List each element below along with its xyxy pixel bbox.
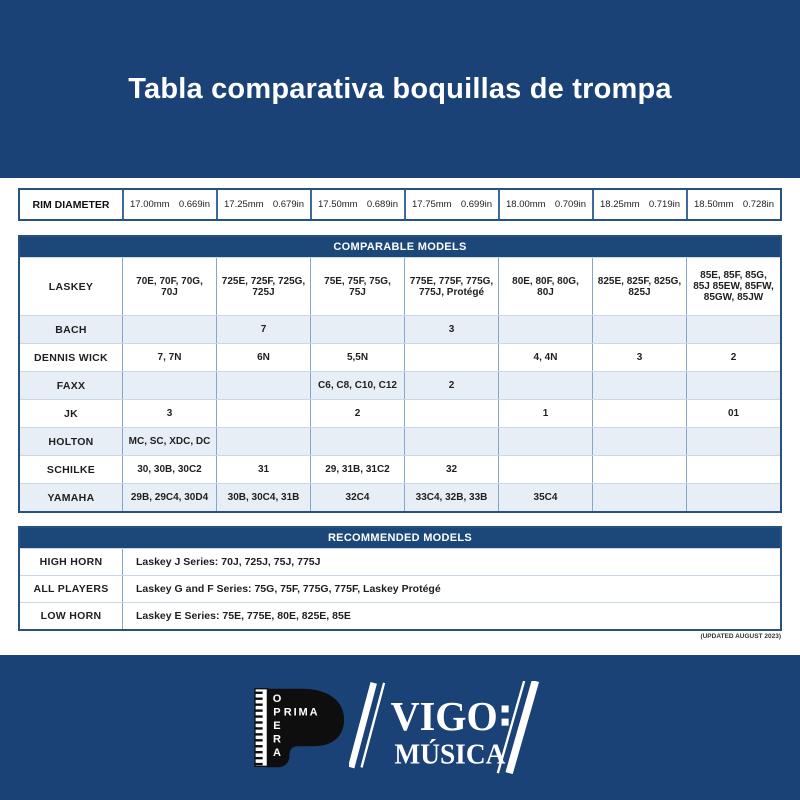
model-cell — [592, 484, 686, 511]
model-cell: 29, 31B, 31C2 — [310, 456, 404, 483]
opera-letter: R — [272, 732, 281, 745]
table-row — [20, 483, 780, 511]
rim-inch: 0.728in — [742, 199, 774, 210]
row-value: Laskey J Series: 70J, 725J, 75J, 775J — [122, 549, 780, 575]
title-band — [0, 0, 800, 178]
model-cell: 4, 4N — [498, 344, 592, 371]
model-cell — [592, 428, 686, 455]
comparable-models-table — [18, 235, 782, 513]
table-row — [20, 399, 780, 427]
model-cell — [592, 316, 686, 343]
brand-cell: SCHILKE — [46, 463, 96, 476]
model-cell — [310, 428, 404, 455]
opera-letter: O — [272, 692, 281, 705]
model-cell — [686, 316, 780, 343]
model-cell — [122, 316, 216, 343]
rim-inch: 0.669in — [178, 199, 210, 210]
model-cell — [686, 456, 780, 483]
model-cell — [686, 428, 780, 455]
table-row — [20, 343, 780, 371]
diagonal-strokes-left — [351, 682, 384, 767]
rim-mm: 18.25mm — [600, 199, 640, 210]
model-cell: 1 — [498, 400, 592, 427]
table-row — [20, 371, 780, 399]
rim-inch: 0.699in — [460, 199, 492, 210]
colon-dots — [501, 705, 508, 725]
model-cell: 80E, 80F, 80G, 80J — [498, 258, 592, 315]
model-cell: 32 — [404, 456, 498, 483]
main-content — [0, 178, 800, 655]
brand-cell: JK — [63, 407, 79, 420]
brand-cell: LASKEY — [48, 280, 94, 293]
model-cell: 85E, 85F, 85G, 85J 85EW, 85FW, 85GW, 85JW — [686, 258, 780, 315]
model-cell — [404, 400, 498, 427]
model-cell: 31 — [216, 456, 310, 483]
recommended-models-header: RECOMMENDED MODELS — [20, 528, 780, 548]
rim-inch: 0.709in — [554, 199, 586, 210]
table-row — [20, 575, 780, 602]
vigo-musica-logo — [349, 681, 547, 775]
model-cell: 775E, 775F, 775G, 775J, Protégé — [404, 258, 498, 315]
model-cell — [216, 400, 310, 427]
model-cell: 725E, 725F, 725G, 725J — [216, 258, 310, 315]
opera-letter: E — [272, 719, 281, 732]
model-cell — [498, 372, 592, 399]
model-cell — [498, 316, 592, 343]
rim-mm: 18.50mm — [694, 199, 734, 210]
rim-value-cell — [404, 190, 498, 219]
rim-mm: 17.00mm — [130, 199, 170, 210]
rim-inch: 0.679in — [272, 199, 304, 210]
model-cell: 75E, 75F, 75G, 75J — [310, 258, 404, 315]
model-cell: 7 — [216, 316, 310, 343]
rim-diameter-label: RIM DIAMETER — [32, 198, 110, 211]
table-row — [20, 315, 780, 343]
comparable-models-header: COMPARABLE MODELS — [20, 237, 780, 257]
model-cell — [310, 316, 404, 343]
model-cell: 2 — [310, 400, 404, 427]
rim-inch: 0.689in — [366, 199, 398, 210]
model-cell — [592, 372, 686, 399]
recommended-models-table — [18, 526, 782, 631]
opera-letter: P — [272, 706, 281, 719]
model-cell: 32C4 — [310, 484, 404, 511]
opera-letter: A — [272, 746, 281, 759]
model-cell — [122, 372, 216, 399]
model-cell: 30, 30B, 30C2 — [122, 456, 216, 483]
model-cell: 825E, 825F, 825G, 825J — [592, 258, 686, 315]
opera-prima-logo — [254, 685, 346, 771]
rim-mm: 17.75mm — [412, 199, 452, 210]
brand-cell: YAMAHA — [47, 491, 95, 504]
table-row — [20, 257, 780, 315]
model-cell — [404, 428, 498, 455]
model-cell: 5,5N — [310, 344, 404, 371]
rim-mm: 18.00mm — [506, 199, 546, 210]
rim-value-cell — [122, 190, 216, 219]
musica-text: MÚSICA — [393, 739, 506, 771]
model-cell — [686, 484, 780, 511]
model-cell — [498, 456, 592, 483]
model-cell: C6, C8, C10, C12 — [310, 372, 404, 399]
row-label: HIGH HORN — [39, 556, 103, 568]
row-value: Laskey G and F Series: 75G, 75F, 775G, 775F, Laskey Protégé — [122, 576, 780, 602]
model-cell: 7, 7N — [122, 344, 216, 371]
rim-value-cell — [498, 190, 592, 219]
table-row — [20, 548, 780, 575]
model-cell — [592, 456, 686, 483]
model-cell: 29B, 29C4, 30D4 — [122, 484, 216, 511]
rim-mm: 17.25mm — [224, 199, 264, 210]
rim-value-cell — [310, 190, 404, 219]
model-cell — [216, 428, 310, 455]
model-cell: 2 — [686, 344, 780, 371]
model-cell — [404, 344, 498, 371]
page-title: Tabla comparativa boquillas de trompa — [128, 72, 672, 105]
model-cell: 3 — [122, 400, 216, 427]
rim-diameter-table — [18, 188, 782, 221]
model-cell: 30B, 30C4, 31B — [216, 484, 310, 511]
table-row — [20, 427, 780, 455]
brand-cell: HOLTON — [48, 435, 94, 448]
brand-cell: BACH — [55, 323, 87, 336]
model-cell: 3 — [404, 316, 498, 343]
rim-value-cell — [686, 190, 780, 219]
model-cell: 33C4, 32B, 33B — [404, 484, 498, 511]
row-label: ALL PLAYERS — [33, 583, 109, 595]
model-cell: 01 — [686, 400, 780, 427]
brand-cell: DENNIS WICK — [34, 351, 108, 364]
model-cell: 6N — [216, 344, 310, 371]
table-row — [20, 602, 780, 629]
model-cell: MC, SC, XDC, DC — [122, 428, 216, 455]
rim-value-cell — [592, 190, 686, 219]
row-label: LOW HORN — [40, 610, 102, 622]
row-value: Laskey E Series: 75E, 775E, 80E, 825E, 85E — [122, 603, 780, 629]
prima-text: RIMA — [283, 706, 320, 719]
model-cell — [592, 400, 686, 427]
model-cell: 3 — [592, 344, 686, 371]
updated-note: (UPDATED AUGUST 2023) — [700, 633, 781, 640]
rim-inch: 0.719in — [648, 199, 680, 210]
footer — [0, 655, 800, 800]
model-cell — [686, 372, 780, 399]
model-cell — [498, 428, 592, 455]
rim-mm: 17.50mm — [318, 199, 358, 210]
model-cell: 35C4 — [498, 484, 592, 511]
model-cell — [216, 372, 310, 399]
model-cell: 70E, 70F, 70G, 70J — [122, 258, 216, 315]
table-row — [20, 455, 780, 483]
model-cell: 2 — [404, 372, 498, 399]
vigo-text: VIGO — [390, 692, 498, 739]
brand-cell: FAXX — [56, 379, 86, 392]
rim-value-cell — [216, 190, 310, 219]
